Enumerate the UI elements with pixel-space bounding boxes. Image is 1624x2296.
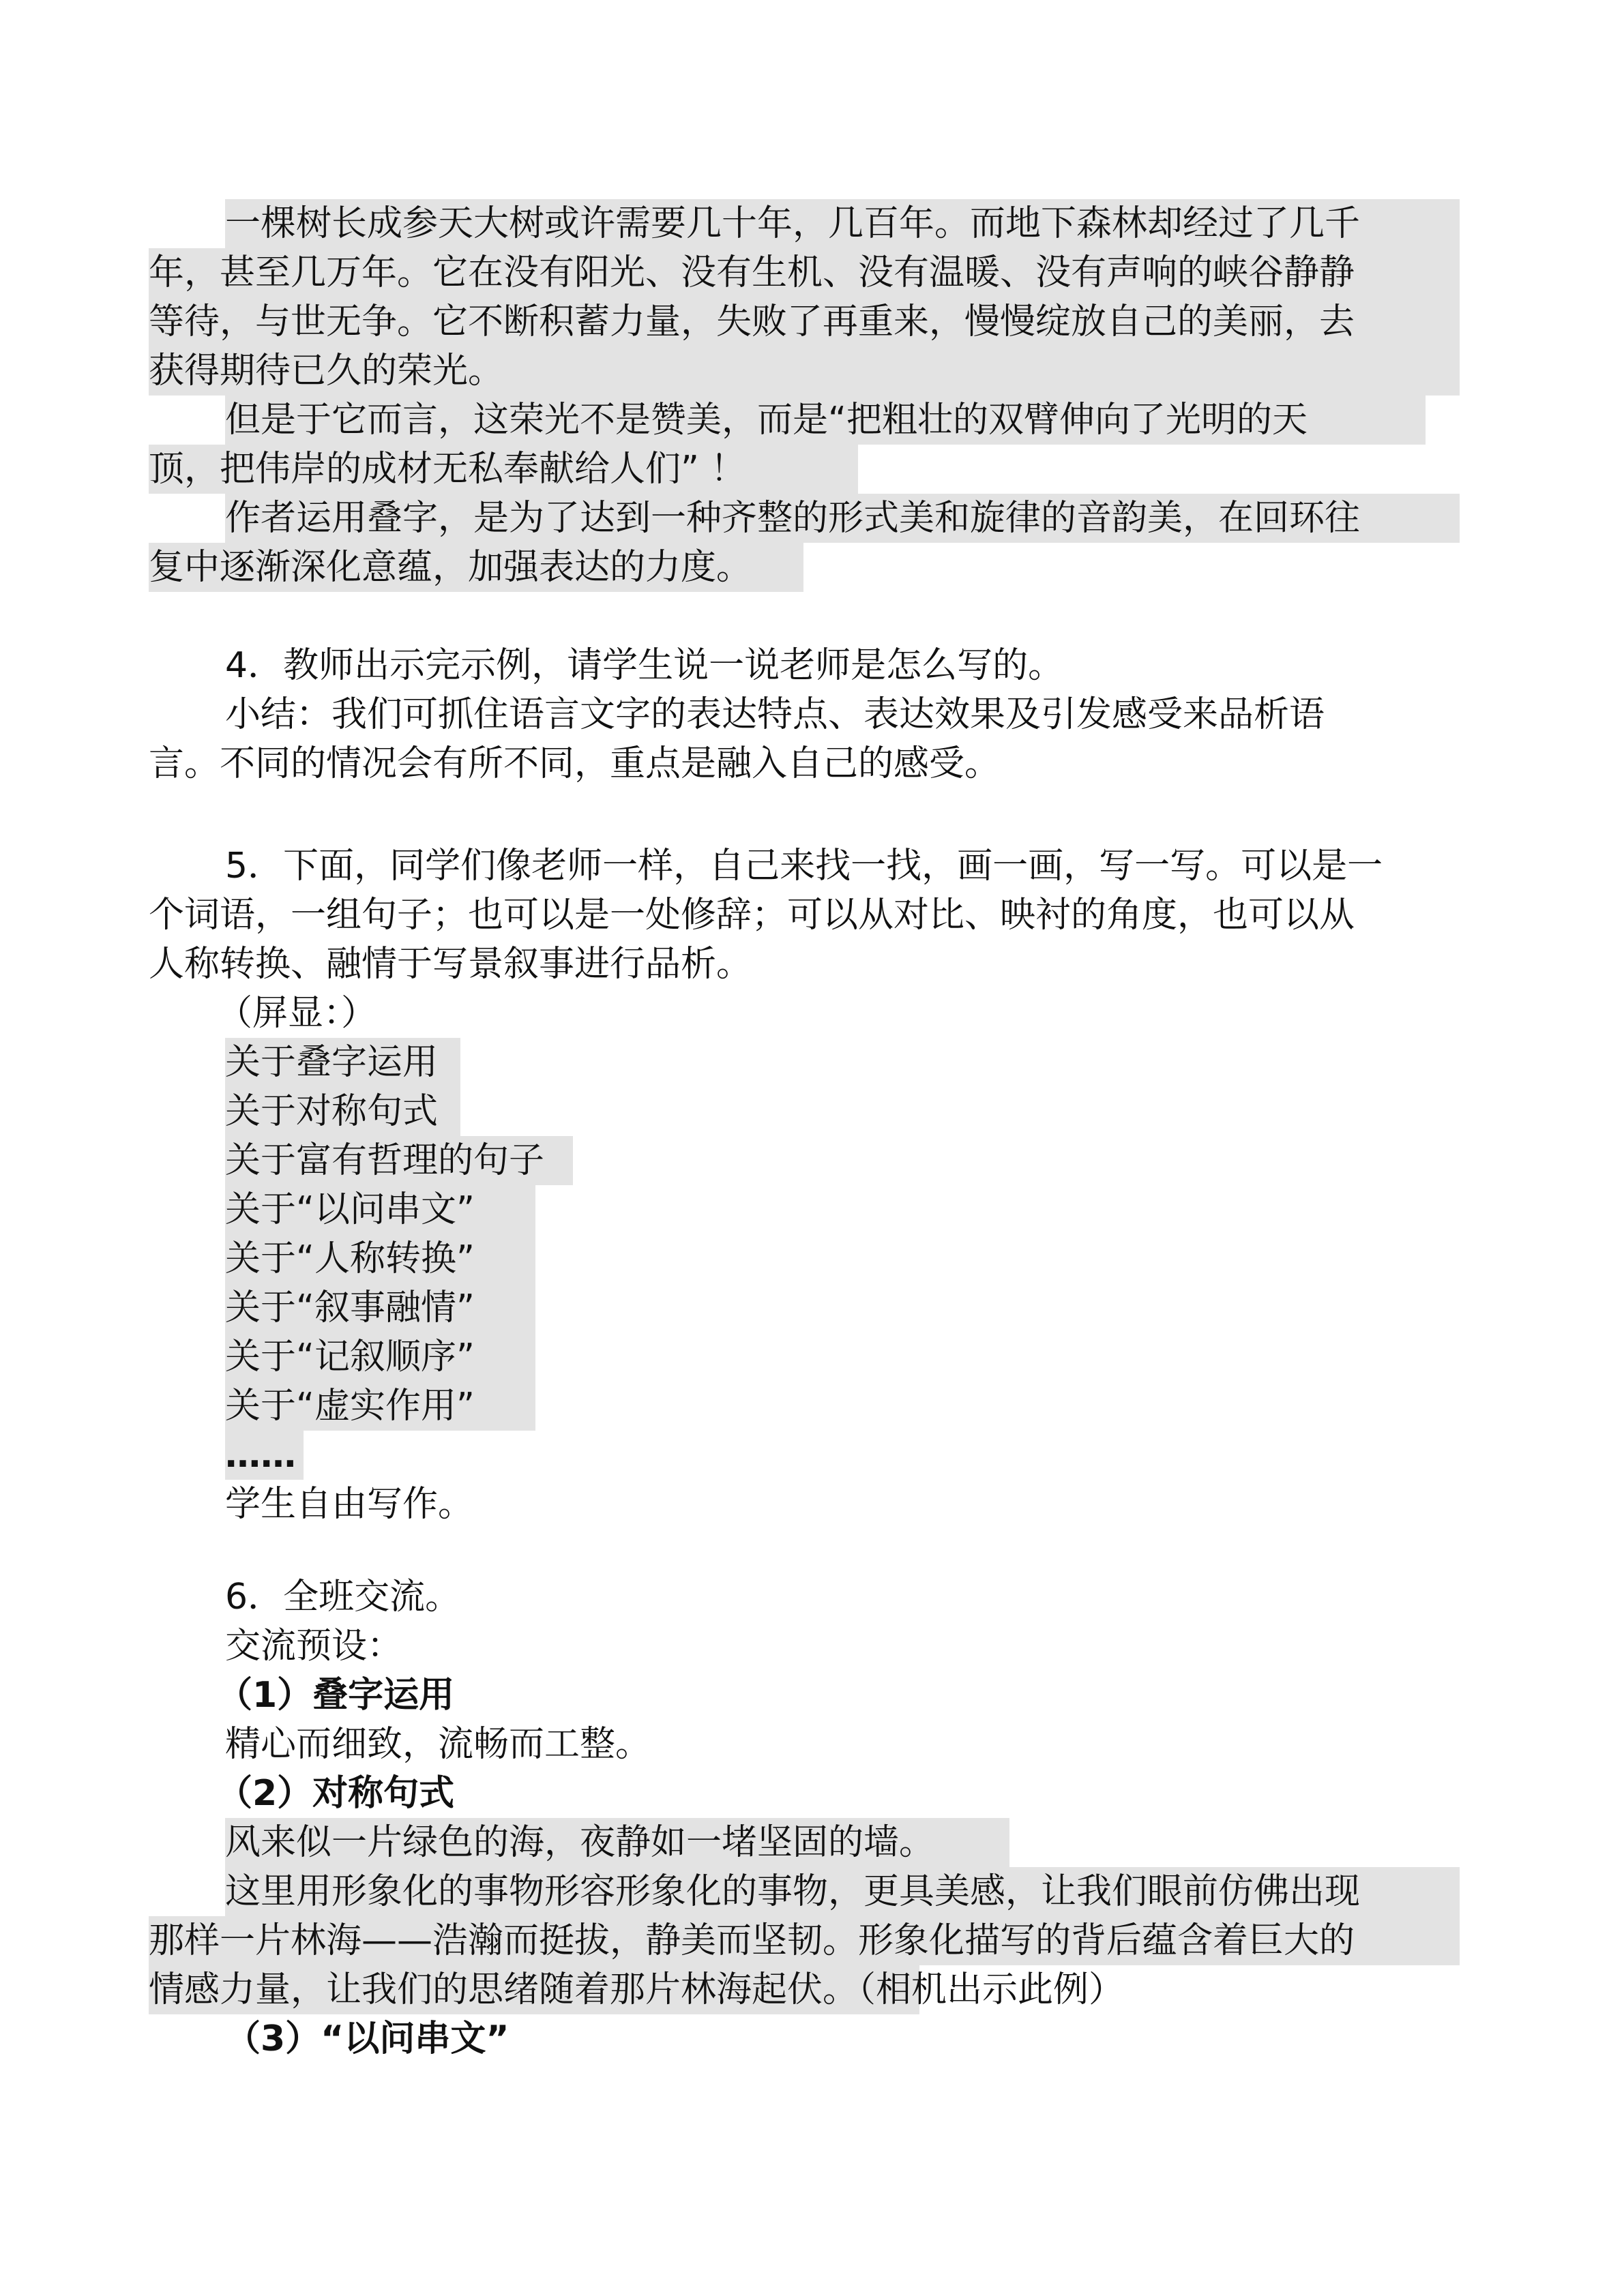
para2-line: 但是于它而言，这荣光不是赞美，而是“把粗壮的双臂伸向了光明的天 [225, 400, 1308, 441]
para1-line: 等待，与世无争。它不断积蓄力量，失败了再重来，慢慢绽放自己的美丽，去 [149, 301, 1355, 342]
heading-1-text: 精心而细致，流畅而工整。 [225, 1724, 651, 1765]
step-6: 6．全班交流。 [225, 1577, 461, 1617]
para1-line: 获得期待已久的荣光。 [149, 351, 504, 391]
topic-ellipsis: …… [225, 1435, 296, 1476]
analysis-line: 这里用形象化的事物形容形象化的事物，更具美感，让我们眼前仿佛出现 [225, 1871, 1361, 1912]
topic-item: 关于叠字运用 [225, 1042, 439, 1083]
analysis-line: 那样一片林海——浩瀚而挺拔，静美而坚韧。形象化描写的背后蕴含着巨大的 [149, 1920, 1355, 1961]
step-5-line: 个词语，一组句子；也可以是一处修辞；可以从对比、映衬的角度，也可以从 [149, 895, 1355, 936]
para1-line: 年，甚至几万年。它在没有阳光、没有生机、没有温暖、没有声响的峡谷静静 [149, 252, 1355, 293]
step-5-line: 人称转换、融情于写景叙事进行品析。 [149, 944, 752, 985]
summary-line: 小结：我们可抓住语言文字的表达特点、表达效果及引发感受来品析语 [225, 694, 1325, 735]
topic-item: 关于对称句式 [225, 1091, 439, 1132]
para1-line: 一棵树长成参天大树或许需要几十年，几百年。而地下森林却经过了几千 [225, 203, 1361, 244]
preset-label: 交流预设： [225, 1626, 403, 1667]
topic-item: 关于“以问串文” [225, 1189, 475, 1230]
heading-2-quote: 风来似一片绿色的海，夜静如一堵坚固的墙。 [225, 1822, 935, 1863]
para3-line: 作者运用叠字，是为了达到一种齐整的形式美和旋律的音韵美，在回环往 [225, 498, 1361, 539]
analysis-note: （相机出示此例） [858, 1969, 1125, 2010]
heading-1: （1）叠字运用 [217, 1675, 455, 1716]
topic-item: 关于“虚实作用” [225, 1386, 475, 1427]
topic-item: 关于“记叙顺序” [225, 1337, 475, 1377]
topic-item: 关于富有哲理的句子 [225, 1140, 545, 1181]
analysis-line [149, 1965, 1124, 2014]
topic-item: 关于“人称转换” [225, 1238, 475, 1279]
heading-2: （2）对称句式 [217, 1773, 455, 1814]
topic-item: 关于“叙事融情” [225, 1287, 475, 1328]
free-writing: 学生自由写作。 [225, 1484, 474, 1525]
step-4: 4．教师出示完示例，请学生说一说老师是怎么写的。 [225, 645, 1064, 686]
screen-label: （屏显：） [217, 993, 377, 1034]
step-5-line: 5．下面，同学们像老师一样，自己来找一找，画一画，写一写。可以是一 [225, 846, 1383, 886]
para2-line: 顶，把伟岸的成材无私奉献给人们” ！ [149, 449, 746, 490]
analysis-text: 情感力量，让我们的思绪随着那片林海起伏。 [149, 1969, 859, 2010]
heading-3: （3）“以问串文” [225, 2018, 510, 2059]
summary-line: 言。不同的情况会有所不同，重点是融入自己的感受。 [149, 743, 1001, 784]
para3-line: 复中逐渐深化意蕴，加强表达的力度。 [149, 547, 752, 588]
